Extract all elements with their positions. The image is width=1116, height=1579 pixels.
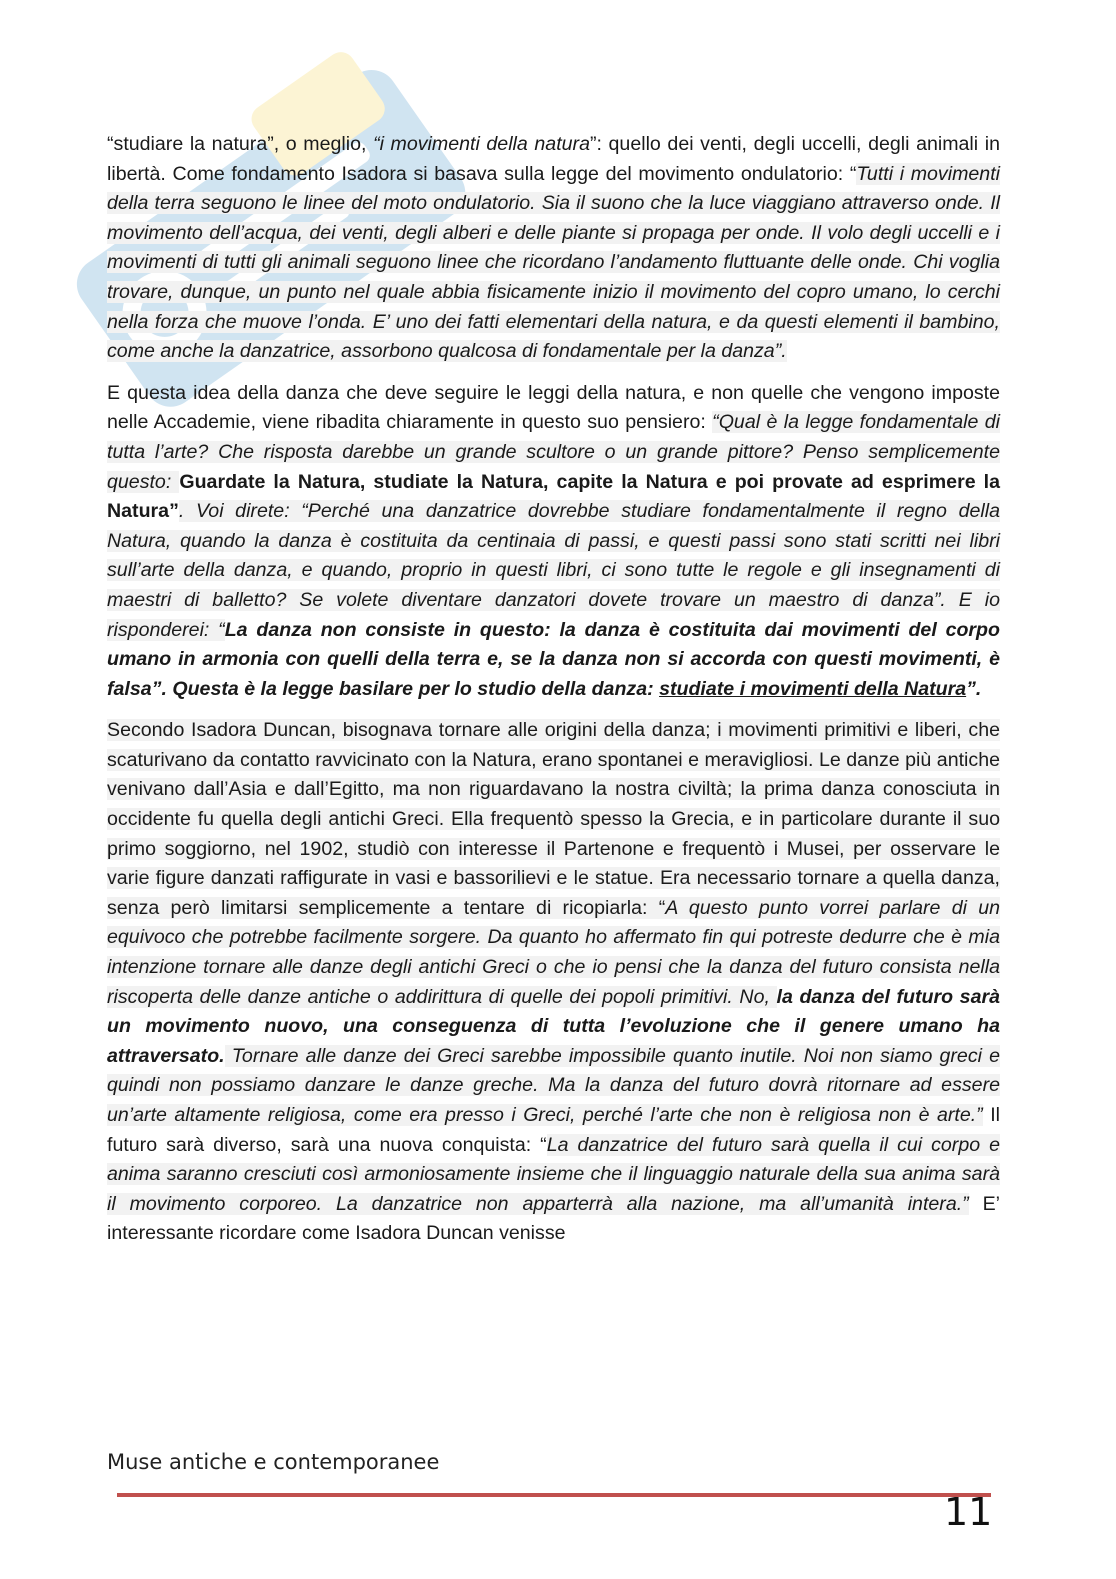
p2-quote-b: “Qual è la legge fondamentale di tutta l’arte? Che risposta darebbe un grande scultore o un grande pittore? Penso semplicemente questo: xyxy=(107,411,1000,493)
p2-bold-g: ”. xyxy=(966,677,982,700)
p1-italic-b: “i movimenti della natura xyxy=(373,133,590,155)
paragraph-2 xyxy=(107,379,1000,705)
document-body xyxy=(107,130,1000,1261)
p2-text-a: E questa idea della danza che deve seguire le leggi della natura, e non quelle che vengono imposte nelle Accademie, viene ribadita chiaramente in questo suo pensiero: xyxy=(107,381,1000,434)
p3-quote-f: La danzatrice del futuro sarà quella il cui corpo e anima saranno cresciuti così armoniosamente insieme che il linguaggio naturale della sua anima sarà il movimento corporeo. La danzatrice non apparterrà alla nazione, ma all’umanità intera.” xyxy=(107,1133,1000,1215)
paragraph-1 xyxy=(107,130,1000,367)
p1-quote-d: Tutti i movimenti della terra seguono le linee del moto ondulatorio. Sia il suono che la luce viaggiano attraverso onde. Il movimento dell’acqua, dei venti, degli alberi e delle piante si propaga per onde. Il volo degli uccelli e i movimenti di tutti gli animali seguono linee che ricordano l’andamento fluttuante delle onde. Chi voglia trovare, dunque, un punto nel quale abbia fisicamente inizio il movimento del copro umano, lo cerchi nella forza che muove l’onda. E’ uno dei fatti elementari della natura, e da questi elementi il bambino, come anche la danzatrice, assorbono qualcosa di fondamentale per la danza”. xyxy=(107,162,1000,363)
p3-text-e: Il futuro sarà diverso, sarà una nuova conquista: “ xyxy=(107,1104,1000,1156)
p2-underlined-f: studiate i movimenti della Natura xyxy=(659,677,967,700)
p2-quote-d: . Voi direte: “Perché una danzatrice dovrebbe studiare fondamentalmente il regno della Natura, quando la danza è costituita da centinaia di passi, e questi passi sono stati scritti nei libri sull’arte della danza, e quando, proprio in questi libri, ci sono tutte le regole e gli insegnamenti di maestri di balletto? Se volete diventare danzatori dovete trovare un maestro di danza”. E io risponderei: “ xyxy=(107,500,1000,641)
p2-bold-c: Guardate la Natura, studiate la Natura, capite la Natura e poi provate ad esprimere la Natura” xyxy=(107,470,1000,523)
p3-bold-c: la danza del futuro sarà un movimento nuovo, una conseguenza di tutta l’evoluzione che il genere umano ha attraversato. xyxy=(107,985,1000,1067)
footer-title: Muse antiche e contemporanee xyxy=(107,1450,440,1474)
p2-bold-e: La danza non consiste in questo: la danza è costituita dai movimenti del corpo umano in armonia con quelli della terra e, se la danza non si accorda con questi movimenti, è falsa”. Questa è la legge basilare per lo studio della danza: xyxy=(107,618,1000,700)
p3-quote-b: A questo punto vorrei parlare di un equivoco che potrebbe facilmente sorgere. Da quanto ho affermato fin qui potreste dedurre che è mia intenzione tornare alle danze degli antichi Greci o che io pensi che la danza del futuro consista nella riscoperta delle danze antiche o addirittura di quelle dei popoli primitivi. No, xyxy=(107,896,1000,1008)
p3-text-a: Secondo Isadora Duncan, bisognava tornare alle origini della danza; i movimenti primitivi e liberi, che scaturivano da contatto ravvicinato con la Natura, erano spontanei e meravigliosi. Le danze più antiche venivano dall’Asia e dall’Egitto, ma non riguardavano la nostra civiltà; la prima danza conosciuta in occidente fu quella degli antichi Greci. Ella frequentò spesso la Grecia, e in particolare durante il suo primo soggiorno, nel 1902, studiò con interesse il Partenone e frequentò i Musei, per osservare le varie figure danzati raffigurate in vasi e bassorilievi e le statue. Era necessario tornare a quella danza, senza però limitarsi semplicemente a tentare di ricopiarla: “ xyxy=(107,719,1000,919)
p1-text-c: ”: quello dei venti, degli uccelli, degli animali in libertà. Come fondamento Isadora si basava sulla legge del movimento ondulatorio: “ xyxy=(107,133,1000,185)
p1-text-a: “studiare la natura”, o meglio, xyxy=(107,133,374,155)
paragraph-3 xyxy=(107,716,1000,1249)
page-number: 11 xyxy=(944,1490,993,1534)
p3-text-g: E’ interessante ricordare come Isadora Duncan venisse xyxy=(107,1192,1001,1245)
footer-rule xyxy=(117,1493,991,1497)
p3-quote-d: Tornare alle danze dei Greci sarebbe impossibile quanto inutile. Noi non siamo greci e quindi non possiamo danzare le danze greche. Ma la danza del futuro dovrà ritornare ad essere un’arte altamente religiosa, come era presso i Greci, perché l’arte che non è religiosa non è arte.” xyxy=(107,1044,1000,1126)
